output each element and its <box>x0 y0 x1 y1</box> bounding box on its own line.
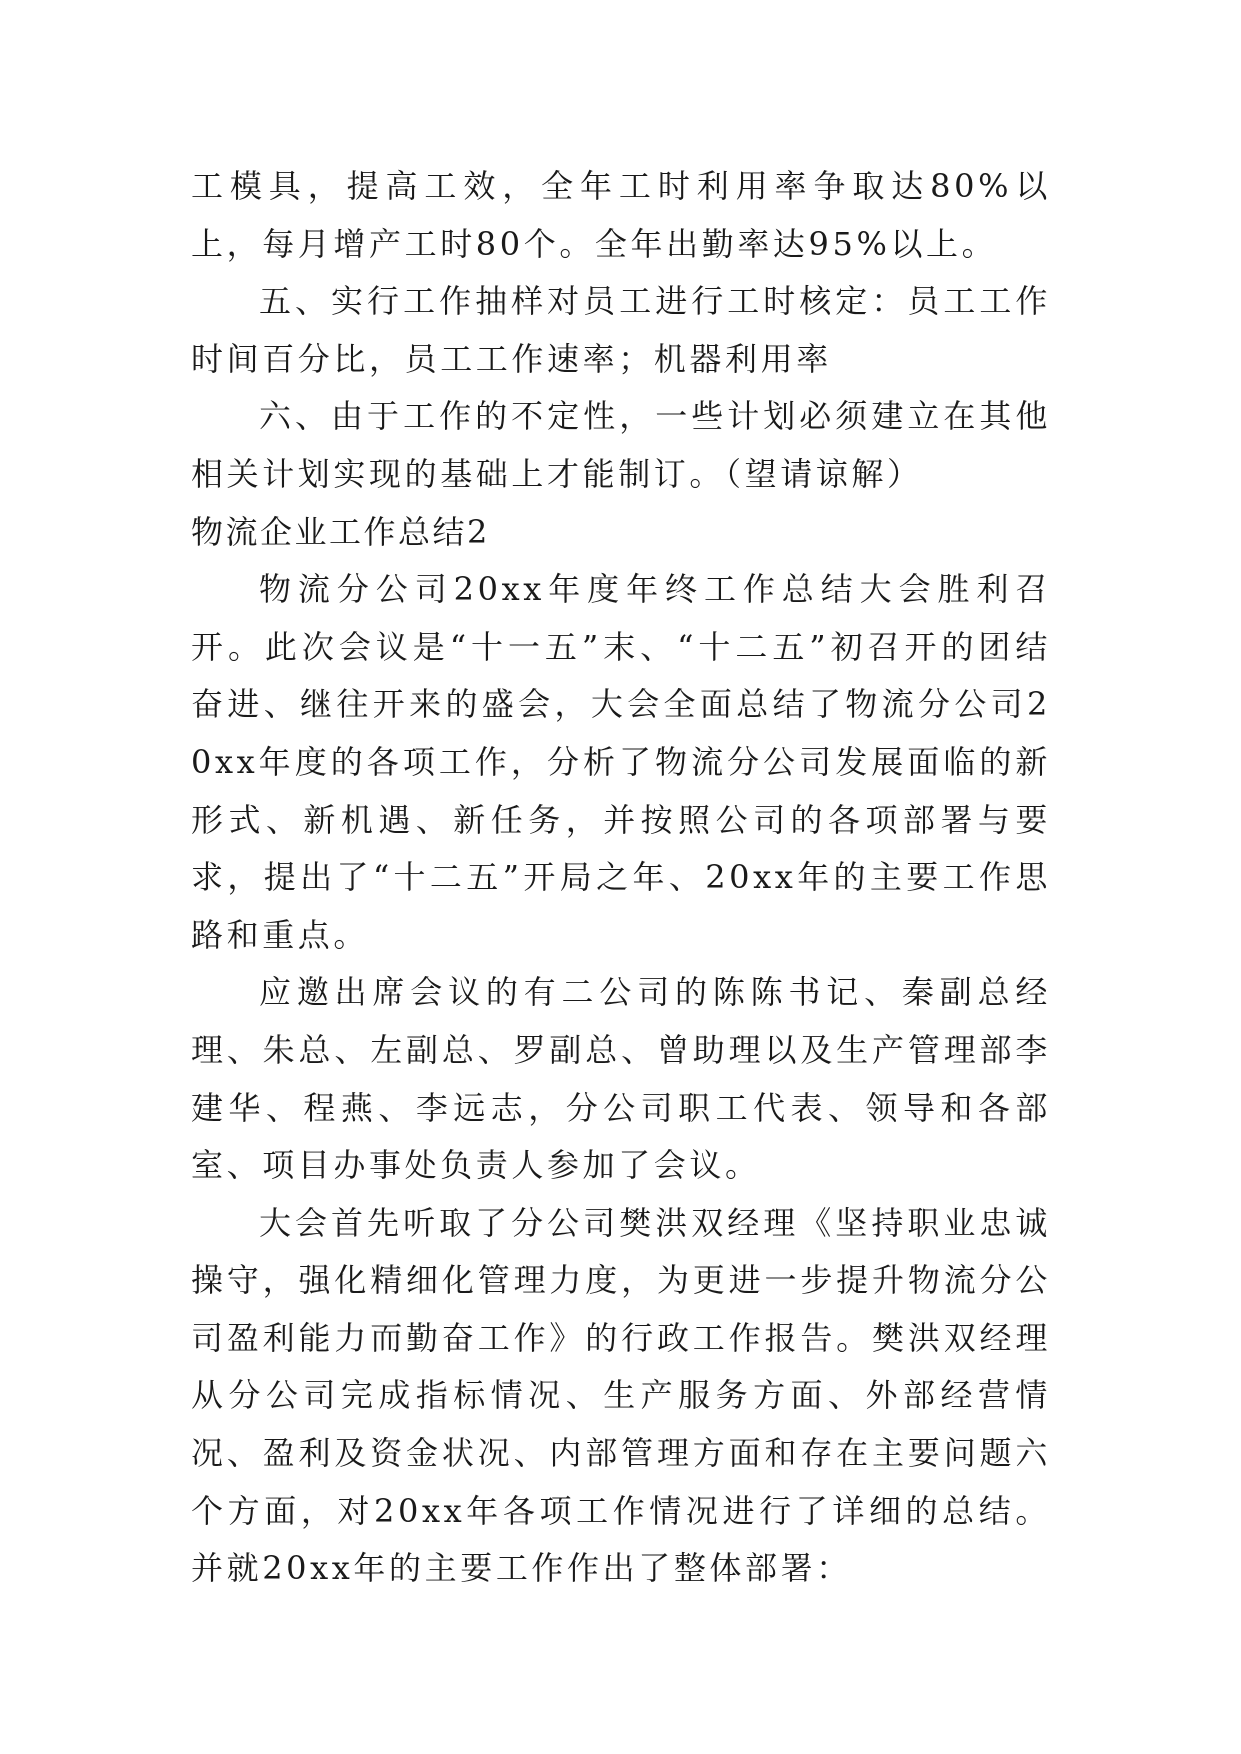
paragraph-attendees: 应邀出席会议的有二公司的陈陈书记、秦副总经理、朱总、左副总、罗副总、曾助理以及生产管理部李建华、程燕、李远志，分公司职工代表、领导和各部室、项目办事处负责人参加了会议。 <box>191 973 1051 1185</box>
paragraph-report: 大会首先听取了分公司樊洪双经理《坚持职业忠诚操守，强化精细化管理力度，为更进一步提升物流分公司盈利能力而勤奋工作》的行政工作报告。樊洪双经理从分公司完成指标情况、生产服务方面、外部经营情况、盈利及资金状况、内部管理方面和存在主要问题六个方面，对20xx年各项工作情况进行了详细的总结。并就20xx年的主要工作作出了整体部署： <box>191 1203 1051 1588</box>
paragraph-item-five: 五、实行工作抽样对员工进行工时核定：员工工作时间百分比，员工工作速率；机器利用率 <box>191 282 1051 378</box>
paragraph-continuation: 工模具，提高工效，全年工时利用率争取达80%以上，每月增产工时80个。全年出勤率达95%以上。 <box>191 167 1051 263</box>
section-heading: 物流企业工作总结2 <box>191 512 490 551</box>
document-body <box>191 158 1051 1598</box>
paragraph-item-six: 六、由于工作的不定性，一些计划必须建立在其他相关计划实现的基础上才能制订。（望请谅解） <box>191 397 1051 493</box>
paragraph-meeting-intro: 物流分公司20xx年度年终工作总结大会胜利召开。此次会议是“十一五”末、“十二五”初召开的团结奋进、继往开来的盛会，大会全面总结了物流分公司20xx年度的各项工作，分析了物流分公司发展面临的新形式、新机遇、新任务，并按照公司的各项部署与要求，提出了“十二五”开局之年、20xx年的主要工作思路和重点。 <box>191 570 1051 954</box>
